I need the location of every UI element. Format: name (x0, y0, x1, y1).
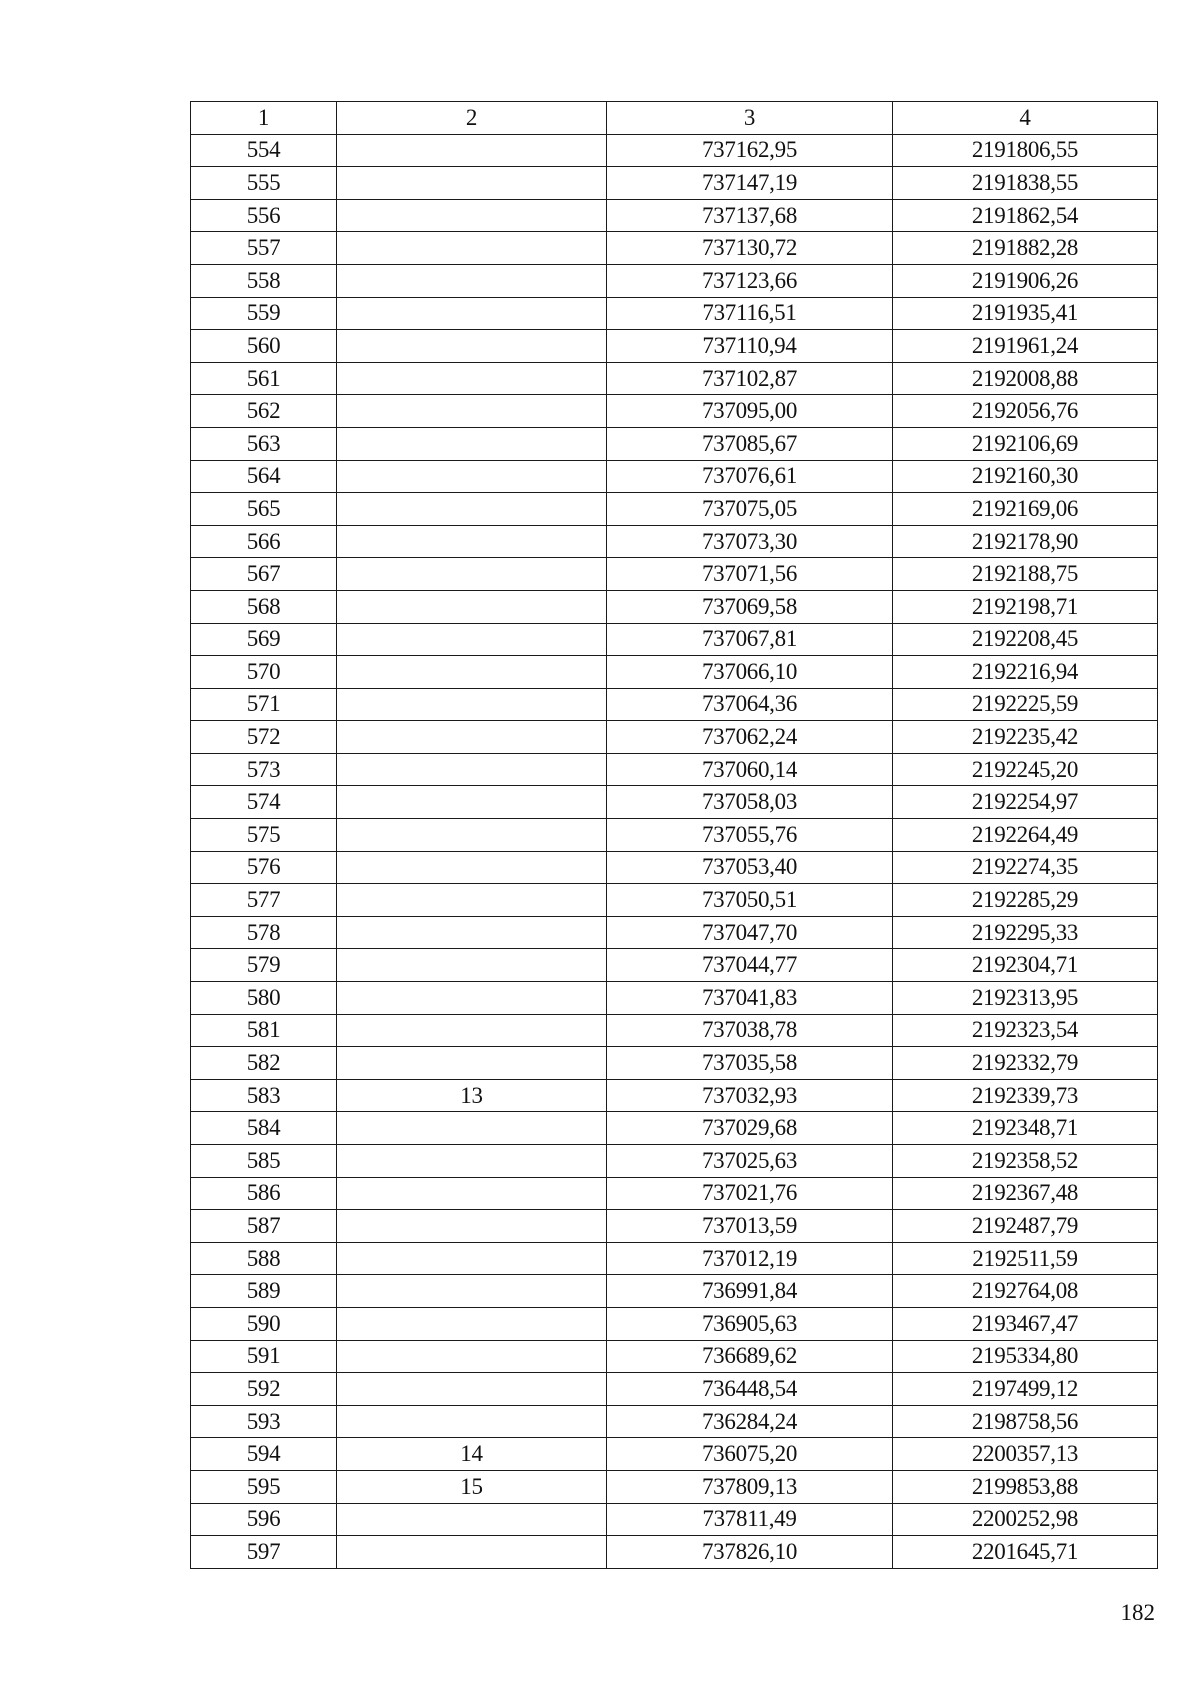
x-coordinate-cell: 737069,58 (607, 590, 893, 623)
table-row (191, 1307, 1158, 1340)
y-coordinate-cell: 2192178,90 (893, 525, 1158, 558)
x-coordinate-cell: 737050,51 (607, 884, 893, 917)
section-number-cell (337, 232, 607, 265)
x-coordinate-cell: 736689,62 (607, 1340, 893, 1373)
point-number-cell: 586 (191, 1177, 337, 1210)
table-row (191, 297, 1158, 330)
point-number-cell: 585 (191, 1145, 337, 1178)
section-number-cell (337, 949, 607, 982)
y-coordinate-cell: 2191906,26 (893, 264, 1158, 297)
y-coordinate-cell: 2192208,45 (893, 623, 1158, 656)
section-number-cell (337, 1210, 607, 1243)
point-number-cell: 571 (191, 688, 337, 721)
section-number-cell (337, 1145, 607, 1178)
section-number-cell (337, 819, 607, 852)
section-number-cell (337, 1275, 607, 1308)
section-number-cell (337, 688, 607, 721)
x-coordinate-cell: 737073,30 (607, 525, 893, 558)
table-row (191, 558, 1158, 591)
y-coordinate-cell: 2192295,33 (893, 916, 1158, 949)
table-header-row (191, 102, 1158, 135)
x-coordinate-cell: 737029,68 (607, 1112, 893, 1145)
x-coordinate-cell: 737130,72 (607, 232, 893, 265)
y-coordinate-cell: 2192056,76 (893, 395, 1158, 428)
table-row (191, 395, 1158, 428)
table-row (191, 362, 1158, 395)
section-number-cell (337, 1536, 607, 1569)
point-number-cell: 554 (191, 134, 337, 167)
point-number-cell: 564 (191, 460, 337, 493)
section-number-cell (337, 656, 607, 689)
table-row (191, 590, 1158, 623)
point-number-cell: 576 (191, 851, 337, 884)
section-number-cell (337, 721, 607, 754)
table-row (191, 949, 1158, 982)
y-coordinate-cell: 2191882,28 (893, 232, 1158, 265)
y-coordinate-cell: 2192245,20 (893, 753, 1158, 786)
point-number-cell: 563 (191, 427, 337, 460)
table-row (191, 1145, 1158, 1178)
header-cell-3: 3 (607, 102, 893, 135)
y-coordinate-cell: 2192339,73 (893, 1079, 1158, 1112)
y-coordinate-cell: 2192764,08 (893, 1275, 1158, 1308)
table-row (191, 819, 1158, 852)
point-number-cell: 565 (191, 493, 337, 526)
x-coordinate-cell: 737147,19 (607, 167, 893, 200)
section-number-cell (337, 493, 607, 526)
y-coordinate-cell: 2191961,24 (893, 330, 1158, 363)
section-number-cell (337, 362, 607, 395)
table-row (191, 1470, 1158, 1503)
table-row (191, 916, 1158, 949)
point-number-cell: 591 (191, 1340, 337, 1373)
y-coordinate-cell: 2192332,79 (893, 1047, 1158, 1080)
x-coordinate-cell: 737110,94 (607, 330, 893, 363)
header-cell-2: 2 (337, 102, 607, 135)
section-number-cell (337, 167, 607, 200)
x-coordinate-cell: 737041,83 (607, 982, 893, 1015)
y-coordinate-cell: 2192216,94 (893, 656, 1158, 689)
y-coordinate-cell: 2200252,98 (893, 1503, 1158, 1536)
table-row (191, 1210, 1158, 1243)
x-coordinate-cell: 737012,19 (607, 1242, 893, 1275)
point-number-cell: 557 (191, 232, 337, 265)
point-number-cell: 584 (191, 1112, 337, 1145)
x-coordinate-cell: 737076,61 (607, 460, 893, 493)
x-coordinate-cell: 737066,10 (607, 656, 893, 689)
point-number-cell: 567 (191, 558, 337, 591)
table-row (191, 982, 1158, 1015)
x-coordinate-cell: 736284,24 (607, 1405, 893, 1438)
x-coordinate-cell: 737062,24 (607, 721, 893, 754)
section-number-cell (337, 916, 607, 949)
x-coordinate-cell: 737060,14 (607, 753, 893, 786)
x-coordinate-cell: 737123,66 (607, 264, 893, 297)
section-number-cell (337, 1373, 607, 1406)
table-row (191, 167, 1158, 200)
y-coordinate-cell: 2192274,35 (893, 851, 1158, 884)
table-row (191, 786, 1158, 819)
section-number-cell (337, 427, 607, 460)
section-number-cell (337, 134, 607, 167)
x-coordinate-cell: 737095,00 (607, 395, 893, 428)
y-coordinate-cell: 2192487,79 (893, 1210, 1158, 1243)
y-coordinate-cell: 2192285,29 (893, 884, 1158, 917)
y-coordinate-cell: 2192511,59 (893, 1242, 1158, 1275)
x-coordinate-cell: 737826,10 (607, 1536, 893, 1569)
table-row (191, 232, 1158, 265)
header-cell-1: 1 (191, 102, 337, 135)
y-coordinate-cell: 2195334,80 (893, 1340, 1158, 1373)
x-coordinate-cell: 737162,95 (607, 134, 893, 167)
point-number-cell: 579 (191, 949, 337, 982)
point-number-cell: 573 (191, 753, 337, 786)
y-coordinate-cell: 2192188,75 (893, 558, 1158, 591)
y-coordinate-cell: 2192160,30 (893, 460, 1158, 493)
x-coordinate-cell: 737055,76 (607, 819, 893, 852)
table-row (191, 199, 1158, 232)
section-number-cell (337, 1242, 607, 1275)
table-row (191, 1275, 1158, 1308)
section-number-cell (337, 884, 607, 917)
x-coordinate-cell: 737102,87 (607, 362, 893, 395)
x-coordinate-cell: 737058,03 (607, 786, 893, 819)
x-coordinate-cell: 737013,59 (607, 1210, 893, 1243)
x-coordinate-cell: 737064,36 (607, 688, 893, 721)
table-row (191, 1112, 1158, 1145)
x-coordinate-cell: 737038,78 (607, 1014, 893, 1047)
header-cell-4: 4 (893, 102, 1158, 135)
point-number-cell: 582 (191, 1047, 337, 1080)
x-coordinate-cell: 737137,68 (607, 199, 893, 232)
point-number-cell: 575 (191, 819, 337, 852)
table-row (191, 330, 1158, 363)
point-number-cell: 562 (191, 395, 337, 428)
section-number-cell (337, 1405, 607, 1438)
y-coordinate-cell: 2192225,59 (893, 688, 1158, 721)
table-row (191, 851, 1158, 884)
point-number-cell: 590 (191, 1307, 337, 1340)
section-number-cell (337, 1112, 607, 1145)
section-number-cell (337, 199, 607, 232)
point-number-cell: 597 (191, 1536, 337, 1569)
section-number-cell (337, 982, 607, 1015)
x-coordinate-cell: 737047,70 (607, 916, 893, 949)
y-coordinate-cell: 2191838,55 (893, 167, 1158, 200)
section-number-cell (337, 297, 607, 330)
section-number-cell (337, 1177, 607, 1210)
y-coordinate-cell: 2201645,71 (893, 1536, 1158, 1569)
y-coordinate-cell: 2191935,41 (893, 297, 1158, 330)
table-row (191, 1079, 1158, 1112)
table-row (191, 525, 1158, 558)
section-number-cell (337, 590, 607, 623)
table-row (191, 264, 1158, 297)
table-row (191, 1536, 1158, 1569)
section-number-cell (337, 786, 607, 819)
section-number-cell: 14 (337, 1438, 607, 1471)
y-coordinate-cell: 2200357,13 (893, 1438, 1158, 1471)
table-row (191, 753, 1158, 786)
y-coordinate-cell: 2192254,97 (893, 786, 1158, 819)
table-row (191, 1373, 1158, 1406)
x-coordinate-cell: 737044,77 (607, 949, 893, 982)
point-number-cell: 568 (191, 590, 337, 623)
section-number-cell (337, 1047, 607, 1080)
x-coordinate-cell: 737085,67 (607, 427, 893, 460)
point-number-cell: 592 (191, 1373, 337, 1406)
x-coordinate-cell: 737032,93 (607, 1079, 893, 1112)
x-coordinate-cell: 737809,13 (607, 1470, 893, 1503)
section-number-cell (337, 330, 607, 363)
point-number-cell: 566 (191, 525, 337, 558)
table-row (191, 1047, 1158, 1080)
table-row (191, 460, 1158, 493)
section-number-cell: 15 (337, 1470, 607, 1503)
section-number-cell (337, 395, 607, 428)
x-coordinate-cell: 737811,49 (607, 1503, 893, 1536)
y-coordinate-cell: 2192198,71 (893, 590, 1158, 623)
x-coordinate-cell: 736905,63 (607, 1307, 893, 1340)
section-number-cell: 13 (337, 1079, 607, 1112)
table-row (191, 1503, 1158, 1536)
section-number-cell (337, 1014, 607, 1047)
x-coordinate-cell: 736991,84 (607, 1275, 893, 1308)
point-number-cell: 594 (191, 1438, 337, 1471)
y-coordinate-cell: 2192235,42 (893, 721, 1158, 754)
point-number-cell: 581 (191, 1014, 337, 1047)
point-number-cell: 559 (191, 297, 337, 330)
section-number-cell (337, 623, 607, 656)
point-number-cell: 556 (191, 199, 337, 232)
point-number-cell: 577 (191, 884, 337, 917)
point-number-cell: 561 (191, 362, 337, 395)
section-number-cell (337, 558, 607, 591)
point-number-cell: 569 (191, 623, 337, 656)
x-coordinate-cell: 737067,81 (607, 623, 893, 656)
page-number: 182 (1120, 1600, 1155, 1625)
table-row (191, 1014, 1158, 1047)
y-coordinate-cell: 2199853,88 (893, 1470, 1158, 1503)
x-coordinate-cell: 737071,56 (607, 558, 893, 591)
table-row (191, 721, 1158, 754)
section-number-cell (337, 1503, 607, 1536)
y-coordinate-cell: 2198758,56 (893, 1405, 1158, 1438)
y-coordinate-cell: 2191806,55 (893, 134, 1158, 167)
table-row (191, 1438, 1158, 1471)
y-coordinate-cell: 2192169,06 (893, 493, 1158, 526)
section-number-cell (337, 753, 607, 786)
point-number-cell: 593 (191, 1405, 337, 1438)
table-row (191, 1242, 1158, 1275)
point-number-cell: 588 (191, 1242, 337, 1275)
section-number-cell (337, 851, 607, 884)
x-coordinate-cell: 736448,54 (607, 1373, 893, 1406)
x-coordinate-cell: 737116,51 (607, 297, 893, 330)
point-number-cell: 595 (191, 1470, 337, 1503)
point-number-cell: 589 (191, 1275, 337, 1308)
table-row (191, 1177, 1158, 1210)
y-coordinate-cell: 2192313,95 (893, 982, 1158, 1015)
table-row (191, 656, 1158, 689)
x-coordinate-cell: 736075,20 (607, 1438, 893, 1471)
point-number-cell: 574 (191, 786, 337, 819)
point-number-cell: 596 (191, 1503, 337, 1536)
point-number-cell: 560 (191, 330, 337, 363)
x-coordinate-cell: 737053,40 (607, 851, 893, 884)
table-row (191, 134, 1158, 167)
x-coordinate-cell: 737021,76 (607, 1177, 893, 1210)
point-number-cell: 570 (191, 656, 337, 689)
table-row (191, 623, 1158, 656)
point-number-cell: 583 (191, 1079, 337, 1112)
y-coordinate-cell: 2192358,52 (893, 1145, 1158, 1178)
section-number-cell (337, 264, 607, 297)
table-row (191, 1340, 1158, 1373)
y-coordinate-cell: 2191862,54 (893, 199, 1158, 232)
section-number-cell (337, 525, 607, 558)
y-coordinate-cell: 2192323,54 (893, 1014, 1158, 1047)
section-number-cell (337, 1340, 607, 1373)
point-number-cell: 558 (191, 264, 337, 297)
table-row (191, 493, 1158, 526)
point-number-cell: 555 (191, 167, 337, 200)
y-coordinate-cell: 2192348,71 (893, 1112, 1158, 1145)
table-row (191, 884, 1158, 917)
y-coordinate-cell: 2192106,69 (893, 427, 1158, 460)
table-body (191, 134, 1158, 1568)
y-coordinate-cell: 2193467,47 (893, 1307, 1158, 1340)
point-number-cell: 572 (191, 721, 337, 754)
coordinates-table (190, 101, 1158, 1569)
point-number-cell: 578 (191, 916, 337, 949)
y-coordinate-cell: 2192008,88 (893, 362, 1158, 395)
y-coordinate-cell: 2192367,48 (893, 1177, 1158, 1210)
y-coordinate-cell: 2192304,71 (893, 949, 1158, 982)
y-coordinate-cell: 2197499,12 (893, 1373, 1158, 1406)
point-number-cell: 587 (191, 1210, 337, 1243)
table-row (191, 427, 1158, 460)
section-number-cell (337, 1307, 607, 1340)
table-row (191, 1405, 1158, 1438)
y-coordinate-cell: 2192264,49 (893, 819, 1158, 852)
table-row (191, 688, 1158, 721)
x-coordinate-cell: 737025,63 (607, 1145, 893, 1178)
x-coordinate-cell: 737035,58 (607, 1047, 893, 1080)
section-number-cell (337, 460, 607, 493)
point-number-cell: 580 (191, 982, 337, 1015)
x-coordinate-cell: 737075,05 (607, 493, 893, 526)
